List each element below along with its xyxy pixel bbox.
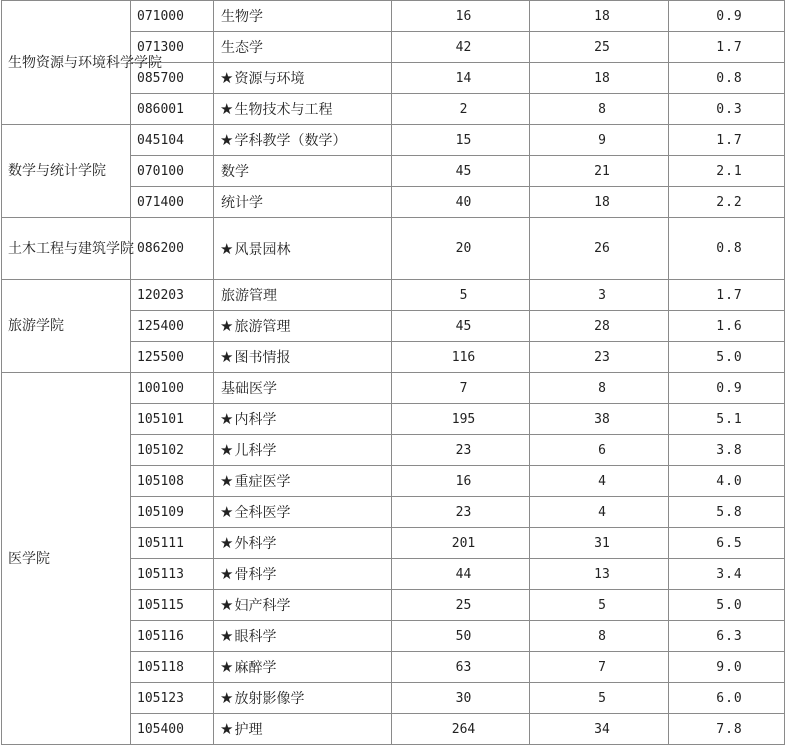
major-name-cell	[214, 621, 392, 652]
ratio-cell: 1.7	[669, 125, 785, 156]
major-name-cell	[214, 652, 392, 683]
count-a-cell: 23	[392, 497, 530, 528]
major-name-cell	[214, 280, 392, 311]
ratio-cell: 2.2	[669, 187, 785, 218]
ratio-cell: 3.4	[669, 559, 785, 590]
count-b-cell: 6	[530, 435, 669, 466]
major-name-label: 全科医学	[234, 505, 291, 521]
table-row	[2, 280, 785, 311]
table-body	[2, 1, 785, 745]
count-b-cell: 4	[530, 466, 669, 497]
star-icon: ★	[220, 69, 234, 87]
ratio-cell: 1.7	[669, 32, 785, 63]
count-a-cell: 7	[392, 373, 530, 404]
ratio-cell: 0.8	[669, 218, 785, 280]
major-name-label: 生物技术与工程	[234, 102, 333, 118]
ratio-cell: 2.1	[669, 156, 785, 187]
major-name-cell	[214, 342, 392, 373]
star-icon: ★	[220, 239, 234, 258]
major-code-cell: 045104	[131, 125, 214, 156]
major-code-cell: 071300	[131, 32, 214, 63]
college-cell: 土木工程与建筑学院	[2, 218, 131, 280]
count-a-cell: 264	[392, 714, 530, 745]
count-b-cell: 18	[530, 63, 669, 94]
major-name-label: 护理	[234, 722, 263, 738]
star-icon: ★	[220, 410, 234, 428]
major-name-cell	[214, 528, 392, 559]
ratio-cell: 0.9	[669, 373, 785, 404]
ratio-cell: 0.8	[669, 63, 785, 94]
count-a-cell: 63	[392, 652, 530, 683]
ratio-cell: 9.0	[669, 652, 785, 683]
major-name-label: 统计学	[221, 195, 263, 211]
major-name-label: 生态学	[221, 40, 263, 56]
star-icon: ★	[220, 472, 234, 490]
major-name-label: 骨科学	[234, 567, 277, 583]
count-a-cell: 20	[392, 218, 530, 280]
count-a-cell: 16	[392, 1, 530, 32]
major-name-cell	[214, 435, 392, 466]
major-code-cell: 105113	[131, 559, 214, 590]
major-name-cell	[214, 1, 392, 32]
college-cell: 生物资源与环境科学学院	[2, 1, 131, 125]
major-name-cell	[214, 559, 392, 590]
major-code-cell: 105400	[131, 714, 214, 745]
major-name-label: 妇产科学	[234, 598, 291, 614]
major-name-label: 麻醉学	[234, 660, 277, 676]
major-code-cell: 105116	[131, 621, 214, 652]
major-name-cell	[214, 156, 392, 187]
major-name-cell	[214, 125, 392, 156]
count-a-cell: 2	[392, 94, 530, 125]
ratio-cell: 0.3	[669, 94, 785, 125]
count-b-cell: 4	[530, 497, 669, 528]
count-a-cell: 195	[392, 404, 530, 435]
star-icon: ★	[220, 658, 234, 676]
ratio-cell: 7.8	[669, 714, 785, 745]
star-icon: ★	[220, 596, 234, 614]
count-b-cell: 25	[530, 32, 669, 63]
count-a-cell: 14	[392, 63, 530, 94]
major-code-cell: 125400	[131, 311, 214, 342]
major-code-cell: 120203	[131, 280, 214, 311]
ratio-cell: 6.5	[669, 528, 785, 559]
major-name-label: 基础医学	[221, 381, 277, 397]
major-name-cell	[214, 404, 392, 435]
count-a-cell: 40	[392, 187, 530, 218]
table-row	[2, 125, 785, 156]
college-cell: 旅游学院	[2, 280, 131, 373]
table-row	[2, 218, 785, 280]
count-b-cell: 31	[530, 528, 669, 559]
major-code-cell: 105109	[131, 497, 214, 528]
count-a-cell: 25	[392, 590, 530, 621]
major-name-label: 资源与环境	[234, 71, 305, 87]
star-icon: ★	[220, 627, 234, 645]
count-a-cell: 45	[392, 156, 530, 187]
star-icon: ★	[220, 348, 234, 366]
star-icon: ★	[220, 565, 234, 583]
major-name-cell	[214, 466, 392, 497]
major-name-cell	[214, 187, 392, 218]
count-b-cell: 18	[530, 1, 669, 32]
star-icon: ★	[220, 534, 234, 552]
count-b-cell: 8	[530, 621, 669, 652]
major-name-cell	[214, 497, 392, 528]
major-code-cell: 105108	[131, 466, 214, 497]
count-b-cell: 18	[530, 187, 669, 218]
count-b-cell: 23	[530, 342, 669, 373]
count-b-cell: 26	[530, 218, 669, 280]
count-b-cell: 5	[530, 683, 669, 714]
count-a-cell: 42	[392, 32, 530, 63]
table-row	[2, 1, 785, 32]
major-code-cell: 086200	[131, 218, 214, 280]
major-name-cell	[214, 218, 392, 280]
count-a-cell: 23	[392, 435, 530, 466]
major-name-label: 内科学	[234, 412, 277, 428]
major-code-cell: 105123	[131, 683, 214, 714]
major-name-cell	[214, 94, 392, 125]
major-name-cell	[214, 63, 392, 94]
count-b-cell: 34	[530, 714, 669, 745]
count-a-cell: 5	[392, 280, 530, 311]
ratio-cell: 5.0	[669, 590, 785, 621]
star-icon: ★	[220, 100, 234, 118]
major-name-cell	[214, 32, 392, 63]
count-b-cell: 8	[530, 94, 669, 125]
ratio-cell: 4.0	[669, 466, 785, 497]
star-icon: ★	[220, 503, 234, 521]
count-a-cell: 44	[392, 559, 530, 590]
count-a-cell: 15	[392, 125, 530, 156]
major-name-label: 儿科学	[234, 443, 277, 459]
major-name-label: 旅游管理	[221, 288, 277, 304]
major-name-cell	[214, 714, 392, 745]
ratio-cell: 3.8	[669, 435, 785, 466]
major-name-label: 旅游管理	[234, 319, 291, 335]
major-name-label: 数学	[221, 164, 249, 180]
major-name-label: 眼科学	[234, 629, 277, 645]
star-icon: ★	[220, 720, 234, 738]
major-name-cell	[214, 683, 392, 714]
count-a-cell: 50	[392, 621, 530, 652]
major-code-cell: 105101	[131, 404, 214, 435]
count-b-cell: 28	[530, 311, 669, 342]
major-name-label: 学科教学（数学）	[234, 133, 347, 149]
ratio-cell: 5.0	[669, 342, 785, 373]
ratio-cell: 5.1	[669, 404, 785, 435]
major-name-cell	[214, 311, 392, 342]
star-icon: ★	[220, 441, 234, 459]
count-a-cell: 30	[392, 683, 530, 714]
count-a-cell: 201	[392, 528, 530, 559]
major-name-label: 重症医学	[234, 474, 291, 490]
major-code-cell: 070100	[131, 156, 214, 187]
star-icon: ★	[220, 689, 234, 707]
count-a-cell: 116	[392, 342, 530, 373]
count-a-cell: 45	[392, 311, 530, 342]
major-code-cell: 105118	[131, 652, 214, 683]
major-code-cell: 125500	[131, 342, 214, 373]
count-b-cell: 7	[530, 652, 669, 683]
star-icon: ★	[220, 131, 234, 149]
major-name-label: 风景园林	[234, 241, 291, 258]
major-code-cell: 085700	[131, 63, 214, 94]
count-b-cell: 5	[530, 590, 669, 621]
major-name-label: 生物学	[221, 9, 263, 25]
count-b-cell: 8	[530, 373, 669, 404]
ratio-cell: 6.3	[669, 621, 785, 652]
ratio-cell: 6.0	[669, 683, 785, 714]
ratio-cell: 1.6	[669, 311, 785, 342]
ratio-cell: 5.8	[669, 497, 785, 528]
table-row	[2, 373, 785, 404]
major-code-cell: 105102	[131, 435, 214, 466]
college-cell: 医学院	[2, 373, 131, 745]
major-name-label: 外科学	[234, 536, 277, 552]
star-icon: ★	[220, 317, 234, 335]
count-b-cell: 21	[530, 156, 669, 187]
college-cell: 数学与统计学院	[2, 125, 131, 218]
major-name-cell	[214, 590, 392, 621]
major-code-cell: 071000	[131, 1, 214, 32]
major-code-cell: 086001	[131, 94, 214, 125]
count-b-cell: 13	[530, 559, 669, 590]
count-b-cell: 3	[530, 280, 669, 311]
major-code-cell: 105115	[131, 590, 214, 621]
count-b-cell: 9	[530, 125, 669, 156]
major-name-cell	[214, 373, 392, 404]
major-name-label: 放射影像学	[234, 691, 305, 707]
count-a-cell: 16	[392, 466, 530, 497]
major-name-label: 图书情报	[234, 350, 291, 366]
ratio-cell: 0.9	[669, 1, 785, 32]
major-code-cell: 071400	[131, 187, 214, 218]
ratio-cell: 1.7	[669, 280, 785, 311]
count-b-cell: 38	[530, 404, 669, 435]
major-code-cell: 100100	[131, 373, 214, 404]
major-code-cell: 105111	[131, 528, 214, 559]
admissions-table	[1, 0, 785, 745]
